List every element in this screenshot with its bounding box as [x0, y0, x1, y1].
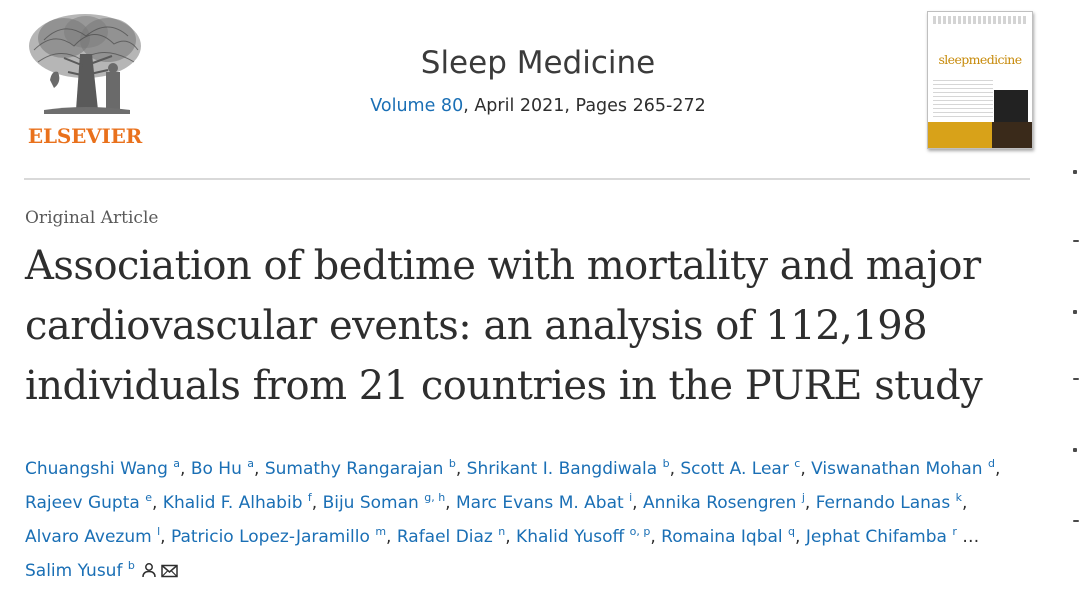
header-divider — [24, 178, 1030, 180]
cover-text-lines — [933, 80, 993, 120]
author-link[interactable]: Viswanathan Mohan $^d$ — [811, 457, 995, 479]
author-list — [25, 447, 1045, 583]
title-line: individuals from 21 countries in the PURE study — [25, 363, 983, 409]
author-link[interactable]: Rafael Diaz $^n$ — [396, 525, 506, 547]
edge-fragment — [1073, 520, 1079, 522]
author-link[interactable]: Shrikant I. Bangdiwala $^b$ — [466, 457, 670, 479]
edge-fragment — [1073, 448, 1077, 452]
author-link[interactable]: Jephat Chifamba $^r$ — [805, 525, 957, 547]
author-link[interactable]: Khalid Yusoff $^{o, p}$ — [516, 525, 651, 547]
publisher-logo[interactable] — [24, 10, 146, 152]
person-icon[interactable] — [141, 556, 157, 590]
author-line: Chuangshi Wang $^a$, Bo Hu $^a$, Sumathy Rangarajan $^b$, Shrikant I. Bangdiwala $^b$, Scott A. Lear $^c$, Viswanathan Mohan $^d$, — [25, 457, 1001, 479]
edge-fragment — [1073, 170, 1077, 174]
author-link[interactable]: Rajeev Gupta $^e$ — [25, 491, 152, 513]
publisher-name: ELSEVIER — [27, 124, 143, 148]
author-link[interactable]: Scott A. Lear $^c$ — [680, 457, 801, 479]
author-link[interactable]: Khalid F. Alhabib $^f$ — [162, 491, 312, 513]
journal-title[interactable]: Sleep Medicine — [420, 45, 656, 81]
volume-link[interactable]: Volume 80 — [370, 96, 464, 116]
corresponding-author-link[interactable]: Salim Yusuf $^b$ — [25, 559, 135, 581]
author-link[interactable]: Sumathy Rangarajan $^b$ — [264, 457, 456, 479]
author-link[interactable]: Patricio Lopez-Jaramillo $^m$ — [170, 525, 387, 547]
journal-citation — [300, 96, 776, 116]
author-line: Rajeev Gupta $^e$, Khalid F. Alhabib $^f$, Biju Soman $^{g, h}$, Marc Evans M. Abat $^i$, Annika Rosengren $^j$, Fernando Lanas $^k$, — [25, 491, 968, 513]
author-link[interactable]: Biju Soman $^{g, h}$ — [322, 491, 446, 513]
author-link[interactable]: Marc Evans M. Abat $^i$ — [455, 491, 633, 513]
cover-journal-title: sleepmedicine — [938, 52, 1022, 67]
author-link[interactable]: Alvaro Avezum $^l$ — [25, 525, 161, 547]
elsevier-tree-logo-icon — [24, 10, 146, 122]
article-type: Original Article — [25, 208, 159, 228]
edge-fragment — [1073, 378, 1079, 380]
cover-band-image — [992, 122, 1032, 148]
author-link[interactable]: Chuangshi Wang $^a$ — [25, 457, 181, 479]
article-title — [25, 236, 1055, 416]
cover-image — [994, 90, 1028, 126]
title-line: Association of bedtime with mortality and major — [25, 243, 981, 289]
more-authors-ellipsis[interactable]: … — [962, 527, 980, 547]
journal-cover-thumbnail[interactable] — [927, 11, 1033, 149]
author-link[interactable]: Annika Rosengren $^j$ — [642, 491, 805, 513]
title-line: cardiovascular events: an analysis of 112,198 — [25, 303, 928, 349]
edge-fragment — [1073, 310, 1077, 314]
author-line: Alvaro Avezum $^l$, Patricio Lopez-Jaramillo $^m$, Rafael Diaz $^n$, Khalid Yusoff $^{o, p}$, Romaina Iqbal $^q$, Jephat Chifamba $^r$ … — [25, 525, 980, 547]
cover-header-strip — [933, 16, 1027, 24]
author-line — [25, 549, 1045, 583]
author-link[interactable]: Romaina Iqbal $^q$ — [661, 525, 796, 547]
edge-fragment — [1073, 240, 1079, 242]
citation-details: , April 2021, Pages 265-272 — [463, 96, 706, 116]
author-link[interactable]: Fernando Lanas $^k$ — [815, 491, 962, 513]
envelope-icon[interactable] — [161, 556, 178, 590]
author-link[interactable]: Bo Hu $^a$ — [190, 457, 255, 479]
